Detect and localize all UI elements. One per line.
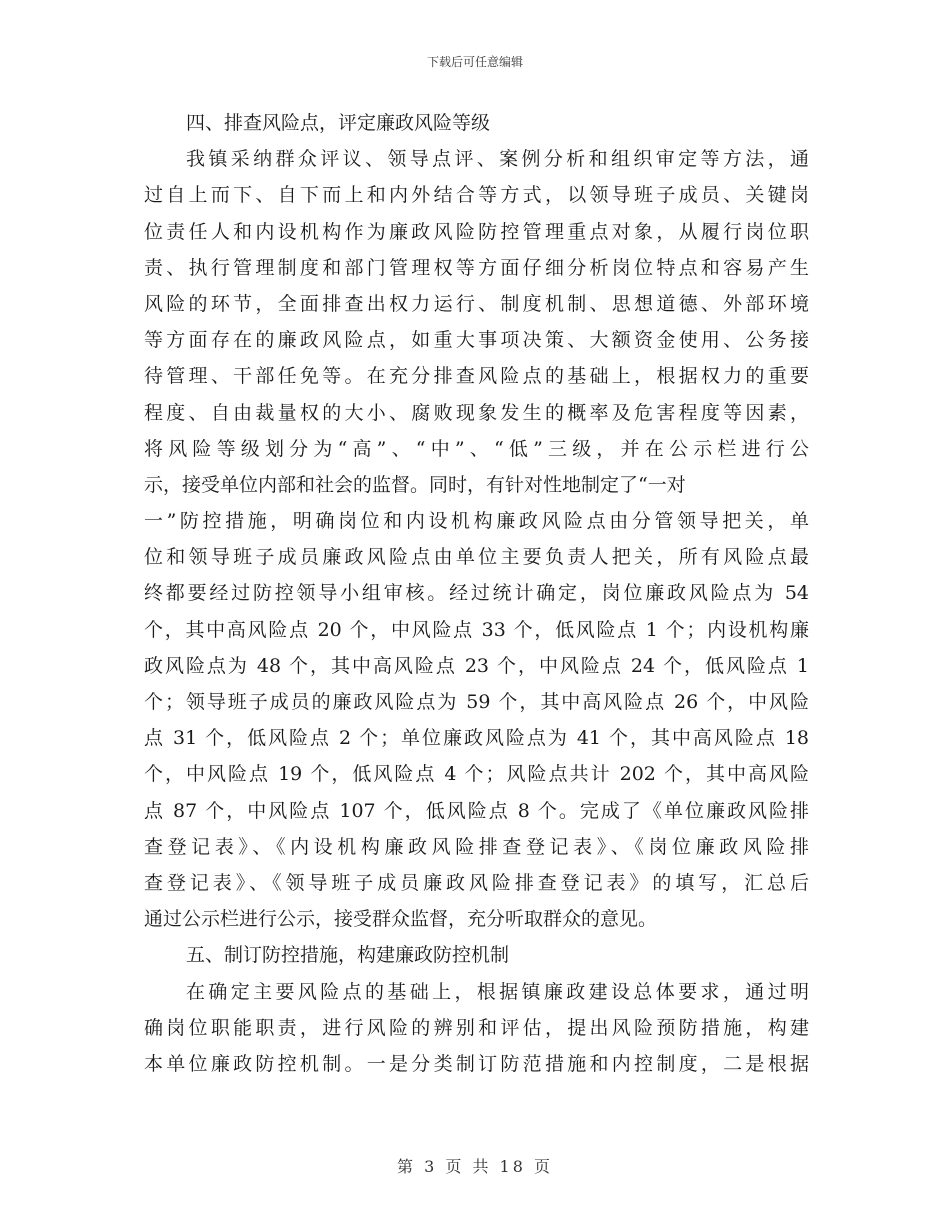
paragraph-line: 通过公示栏进行公示，接受群众监督，充分听取群众的意见。: [144, 908, 658, 931]
section-heading: 四、排查风险点，评定廉政风险等级: [186, 112, 491, 134]
paragraph-line: 政风险点为 48 个，其中高风险点 23 个，中风险点 24 个，低风险点 1: [144, 654, 809, 677]
paragraph-line: 示，接受单位内部和社会的监督。同时，有针对性地制定了“一对: [144, 473, 686, 496]
paragraph-line: 终都要经过防控领导小组审核。经过统计确定，岗位廉政风险点为 54: [144, 582, 809, 605]
paragraph-line: 我镇采纳群众评议、领导点评、案例分析和组织审定等方法，通: [186, 148, 809, 171]
paragraph-line: 在确定主要风险点的基础上，根据镇廉政建设总体要求，通过明: [186, 980, 809, 1003]
paragraph-line: 等方面存在的廉政风险点，如重大事项决策、大额资金使用、公务接: [144, 329, 809, 352]
paragraph-line: 位和领导班子成员廉政风险点由单位主要负责人把关，所有风险点最: [144, 546, 809, 569]
paragraph-line: 待管理、干部任免等。在充分排查风险点的基础上，根据权力的重要: [144, 365, 809, 388]
paragraph-line: 个，中风险点 19 个，低风险点 4 个；风险点共计 202 个，其中高风险: [144, 763, 809, 786]
paragraph-line: 将风险等级划分为“高”、“中”、“低”三级，并在公示栏进行公: [144, 437, 809, 460]
paragraph-line: 个；领导班子成员的廉政风险点为 59 个，其中高风险点 26 个，中风险: [144, 691, 809, 713]
paragraph-line: 位责任人和内设机构作为廉政风险防控管理重点对象，从履行岗位职: [144, 220, 809, 243]
section-heading: 五、制订防控措施，构建廉政防控机制: [186, 944, 510, 967]
paragraph-line: 个，其中高风险点 20 个，中风险点 33 个，低风险点 1 个；内设机构廉: [144, 618, 809, 641]
paragraph-line: 查登记表》、《内设机构廉政风险排查登记表》、《岗位廉政风险排: [144, 835, 809, 858]
paragraph-line: 点 87 个，中风险点 107 个，低风险点 8 个。完成了《单位廉政风险排: [144, 799, 809, 822]
paragraph-line: 一”防控措施，明确岗位和内设机构廉政风险点由分管领导把关，单: [144, 510, 809, 533]
paragraph-line: 确岗位职能职责，进行风险的辨别和评估，提出风险预防措施，构建: [144, 1016, 809, 1039]
paragraph-line: 责、执行管理制度和部门管理权等方面仔细分析岗位特点和容易产生: [144, 256, 809, 279]
paragraph-line: 本单位廉政防控机制。一是分类制订防范措施和内控制度，二是根据: [144, 1052, 809, 1075]
paragraph-line: 点 31 个，低风险点 2 个；单位廉政风险点为 41 个，其中高风险点 18: [144, 727, 809, 750]
paragraph-line: 查登记表》、《领导班子成员廉政风险排查登记表》的填写，汇总后: [144, 871, 809, 894]
page-footer: 第 3 页 共 18 页: [397, 1157, 553, 1176]
paragraph-line: 风险的环节，全面排查出权力运行、制度机制、思想道德、外部环境: [144, 292, 809, 315]
paragraph-line: 程度、自由裁量权的大小、腐败现象发生的概率及危害程度等因素，: [144, 401, 809, 424]
paragraph-line: 过自上而下、自下而上和内外结合等方式，以领导班子成员、关键岗: [144, 184, 809, 207]
body-text: [144, 105, 809, 1082]
page-header: 下载后可任意编辑: [426, 55, 523, 69]
